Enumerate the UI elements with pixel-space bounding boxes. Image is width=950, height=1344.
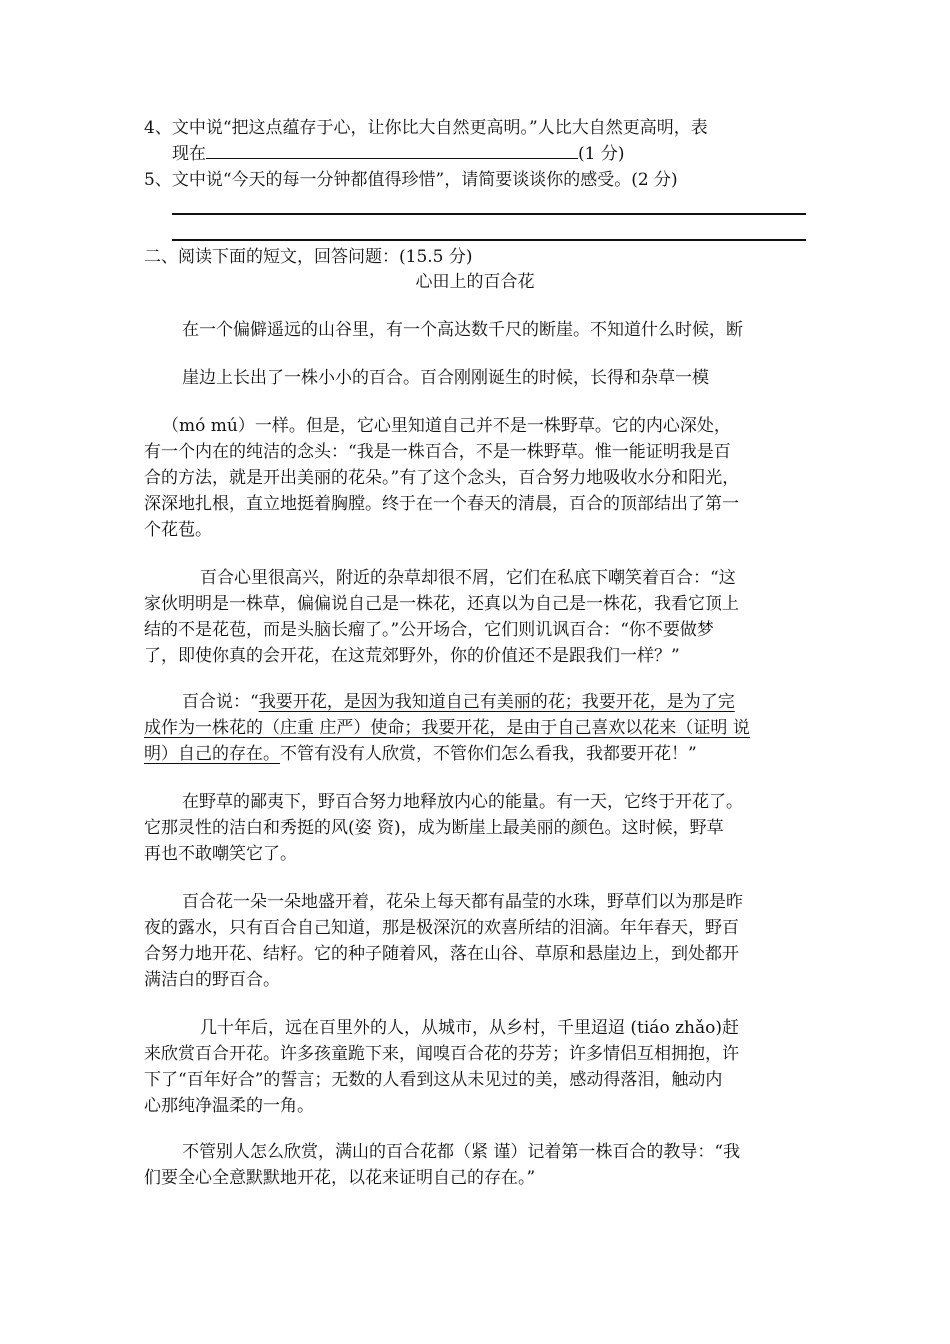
passage-line: 心那纯净温柔的一角。 xyxy=(144,1096,314,1116)
passage-line: 崖边上长出了一株小小的百合。百合刚刚诞生的时候，长得和杂草一模 xyxy=(182,368,709,388)
passage-line: 再也不敢嘲笑它了。 xyxy=(144,844,297,864)
answer-blank[interactable] xyxy=(206,142,578,159)
passage-line: 家伙明明是一株草，偏偏说自己是一株花，还真以为自己是一株花，我看它顶上 xyxy=(144,594,739,614)
passage-line: 它那灵性的洁白和秀挺的风(姿 资)，成为断崖上最美丽的颜色。这时候，野草 xyxy=(144,818,724,838)
passage-line: 在一个偏僻遥远的山谷里，有一个高达数千尺的断崖。不知道什么时候，断 xyxy=(182,320,743,340)
passage-text: 不管有没有人欣赏，不管你们怎么看我，我都要开花！” xyxy=(280,744,697,764)
section-heading: 二、阅读下面的短文，回答问题：(15.5 分) xyxy=(144,247,473,267)
passage-text: 百合说：“ xyxy=(182,692,259,712)
passage-line: 夜的露水，只有百合自己知道，那是极深沉的欢喜所结的泪滴。年年春天，野百 xyxy=(144,918,739,938)
passage-title: 心田上的百合花 xyxy=(415,272,535,292)
passage-line xyxy=(144,742,697,766)
passage-line: 有一个内在的纯洁的念头：“我是一株百合，不是一株野草。惟一能证明我是百 xyxy=(144,442,731,462)
question-4-line2 xyxy=(172,142,624,166)
passage-line: 满洁白的野百合。 xyxy=(144,970,280,990)
underlined-sentence: 明）自己的存在。 xyxy=(144,744,280,764)
question-4-prefix: 现在 xyxy=(172,144,206,164)
passage-line: 们要全心全意默默地开花，以花来证明自己的存在。” xyxy=(144,1168,536,1188)
passage-line: 合努力地开花、结籽。它的种子随着风，落在山谷、草原和悬崖边上，到处都开 xyxy=(144,944,739,964)
passage-line: 了，即使你真的会开花，在这荒郊野外，你的价值还不是跟我们一样？” xyxy=(144,646,680,666)
passage-line: 个花苞。 xyxy=(144,520,212,540)
underlined-sentence: 我要开花，是因为我知道自己有美丽的花；我要开花，是为了完 xyxy=(258,692,735,712)
passage-line: 百合心里很高兴，附近的杂草却很不屑，它们在私底下嘲笑着百合：“这 xyxy=(200,568,736,588)
passage-line: 合的方法，就是开出美丽的花朵。”有了这个念头，百合努力地吸收水分和阳光， xyxy=(144,468,740,488)
answer-line-1[interactable] xyxy=(172,213,806,215)
passage-line: 几十年后，远在百里外的人，从城市，从乡村，千里迢迢 (tiáo zhǎo)赶 xyxy=(200,1018,739,1038)
passage-line xyxy=(182,690,735,714)
passage-line: 百合花一朵一朵地盛开着，花朵上每天都有晶莹的水珠，野草们以为那是昨 xyxy=(182,892,743,912)
passage-line: 不管别人怎么欣赏，满山的百合花都（紧 谨）记着第一株百合的教导：“我 xyxy=(182,1142,741,1162)
passage-line: （mó mú）一样。但是，它心里知道自己并不是一株野草。它的内心深处， xyxy=(162,416,731,436)
question-4-line1: 4、文中说“把这点蕴存于心，让你比大自然更高明。”人比大自然更高明，表 xyxy=(144,118,708,138)
passage-line: 结的不是花苞，而是头脑长瘤了。”公开场合，它们则讥讽百合：“你不要做梦 xyxy=(144,620,714,640)
question-4-score: (1 分) xyxy=(578,144,625,164)
question-5: 5、文中说“今天的每一分钟都值得珍惜”，请简要谈谈你的感受。(2 分) xyxy=(144,170,678,190)
passage-line: 下了“百年好合”的誓言；无数的人看到这从未见过的美，感动得落泪，触动内 xyxy=(144,1070,723,1090)
underlined-sentence: 成作为一株花的（庄重 庄严）使命；我要开花，是由于自己喜欢以花来（证明 说 xyxy=(144,718,750,738)
passage-line: 深深地扎根，直立地挺着胸膛。终于在一个春天的清晨，百合的顶部结出了第一 xyxy=(144,494,739,514)
passage-line: 来欣赏百合开花。许多孩童跪下来，闻嗅百合花的芬芳；许多情侣互相拥抱，许 xyxy=(144,1044,739,1064)
passage-line: 在野草的鄙夷下，野百合努力地释放内心的能量。有一天，它终于开花了。 xyxy=(182,792,743,812)
answer-line-2[interactable] xyxy=(172,239,806,241)
